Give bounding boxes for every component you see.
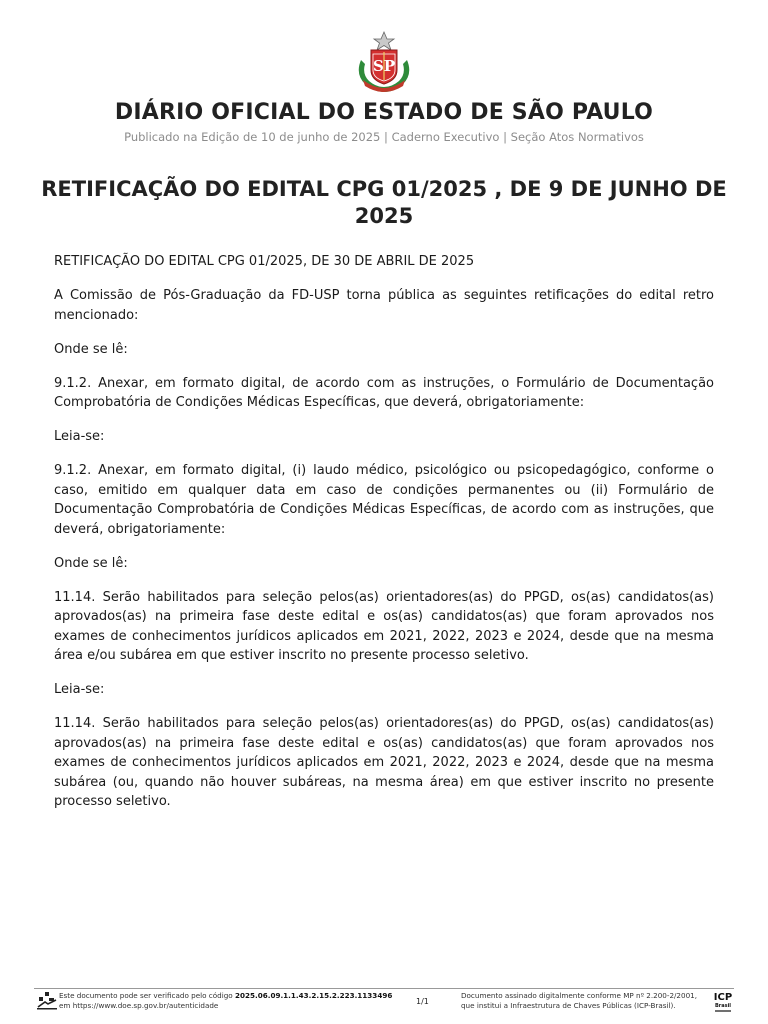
signature-line: que institui a Infraestrutura de Chaves Públicas (ICP-Brasil). — [461, 1001, 676, 1010]
verify-prefix: Este documento pode ser verificado pelo código — [59, 991, 233, 1000]
paragraph: RETIFICAÇÃO DO EDITAL CPG 01/2025, DE 30 DE ABRIL DE 2025 — [54, 254, 475, 269]
icp-logo-sub: Brasil — [714, 1003, 732, 1009]
verification-info — [59, 991, 419, 1011]
paragraph: Onde se lê: — [54, 341, 128, 357]
page-number: 1/1 — [416, 997, 429, 1006]
paragraph: 11.14. Serão habilitados para seleção pelos(as) orientadores(as) do PPGD, os(as) candidatos(as) aprovados(as) na primeira fase deste edital e os(as) candidatos(as) que foram aprovados nos exames de conhecimentos jurídicos aplicados em 2021, 2022, 2023 e 2024, desde que na mesma área e/ou subárea em que estiver inscrito no presente processo seletivo. — [54, 589, 714, 663]
paragraph: 11.14. Serão habilitados para seleção pelos(as) orientadores(as) do PPGD, os(as) candidatos(as) aprovados(as) na primeira fase deste edital e os(as) candidatos(as) que foram aprovados nos exames de conhecimentos jurídicos aplicados em 2021, 2022, 2023 e 2024, desde que na mesma subárea (ou, quando não houver subáreas, na mesma área) em que estiver inscrito no presente processo seletivo. — [54, 716, 714, 809]
document-body — [54, 252, 714, 826]
sao-paulo-coat-of-arms-icon — [351, 30, 417, 96]
paragraph: 9.1.2. Anexar, em formato digital, (i) laudo médico, psicológico ou psicopedagógico, conforme o caso, emitido em qualquer data em caso de condições permanentes ou (ii) Formulário de Documentação Comprobatória de Condições Médicas Específicas, de acordo com as instruções, que deverá, obrigatoriamente: — [54, 463, 714, 537]
page-footer — [34, 988, 734, 1017]
paragraph: A Comissão de Pós-Graduação da FD-USP torna pública as seguintes retificações do edital retro mencionado: — [54, 288, 714, 323]
paragraph: Leia-se: — [54, 682, 105, 697]
signature-info — [461, 991, 711, 1011]
paragraph: Leia-se: — [54, 429, 105, 444]
paragraph: Onde se lê: — [54, 555, 128, 571]
document-title: RETIFICAÇÃO DO EDITAL CPG 01/2025 , DE 9 DE JUNHO DE 2025 — [41, 177, 727, 228]
qr-code-icon — [36, 991, 58, 1011]
icp-brasil-logo-icon — [712, 989, 734, 1015]
signature-line: Documento assinado digitalmente conforme MP nº 2.200-2/2001, — [461, 991, 698, 1000]
paragraph: 9.1.2. Anexar, em formato digital, de acordo com as instruções, o Formulário de Documentação Comprobatória de Condições Médicas Específicas, que deverá, obrigatoriamente: — [54, 375, 714, 410]
verify-url[interactable]: em https://www.doe.sp.gov.br/autenticidade — [59, 1001, 219, 1010]
verify-code: 2025.06.09.1.1.43.2.15.2.223.1133496 — [234, 991, 393, 1000]
icp-logo-text: ICP — [713, 992, 733, 1003]
gazette-title: DIÁRIO OFICIAL DO ESTADO DE SÃO PAULO — [114, 100, 654, 125]
publication-info: Publicado na Edição de 10 de junho de 2025 | Caderno Executivo | Seção Atos Normativos — [124, 130, 644, 144]
crest-text: SP — [372, 57, 396, 75]
